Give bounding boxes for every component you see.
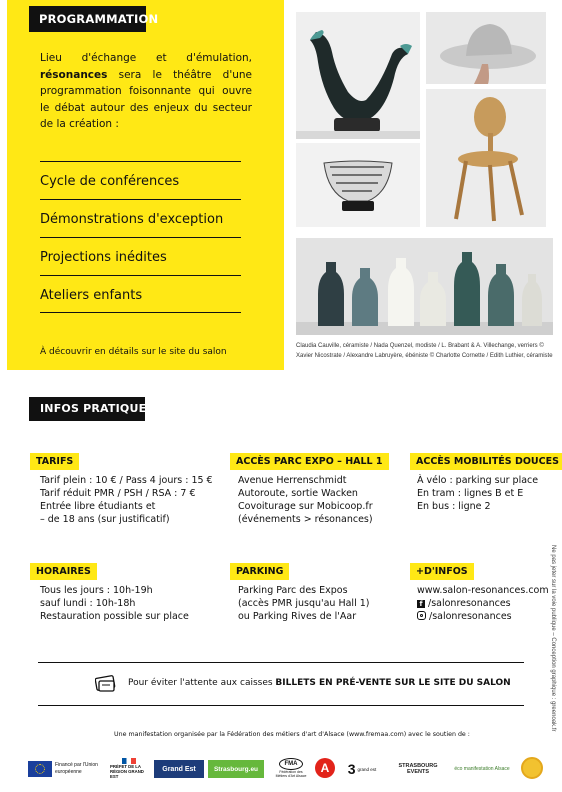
acces-line: (événements > résonances) [238,514,373,525]
programmation-list [40,161,241,313]
parking-line: ou Parking Rives de l'Aar [238,611,357,622]
mobilites-line: En bus : ligne 2 [417,501,491,512]
strasbourg-events-logo: STRASBOURG EVENTS [398,763,438,775]
tarifs-line: Entrée libre étudiants et [40,501,156,512]
horaires-line: Restauration possible sur place [40,611,189,622]
instagram-icon [417,611,426,620]
parking-heading: PARKING [230,563,289,580]
mobilites-block [417,474,538,513]
horaires-block [40,584,189,623]
tarifs-line: Tarif réduit PMR / PSH / RSA : 7 € [40,488,196,499]
programmation-item-projections: Projections inédites [40,237,241,275]
prevente-bold: BILLETS EN PRÉ-VENTE SUR LE SITE DU SALON [275,678,511,688]
facebook-link[interactable] [417,597,549,610]
discover-note: À découvrir en détails sur le site du salon [40,347,227,357]
intro-text-start: Lieu d'échange et d'émulation, [40,52,252,64]
alsace-a-icon: A [315,758,335,778]
facebook-handle: /salonresonances [428,598,511,609]
alsace-logo [314,757,336,779]
programmation-item-ateliers: Ateliers enfants [40,275,241,313]
side-credit: Ne pas jeter sur la voie publique – Conception graphique : greenoak.fr [550,545,556,732]
tarifs-line: Tarif plein : 10 € / Pass 4 jours : 15 € [40,475,213,486]
plusinfos-heading: +D'INFOS [410,563,474,580]
troisieme-label: grand est [357,766,377,772]
eu-label: Financé par l'Union européenne [55,762,98,775]
mobilites-line: En tram : lignes B et E [417,488,524,499]
instagram-handle: /salonresonances [429,611,512,622]
photo-hat [426,12,546,84]
intro-brand: résonances [40,68,108,81]
photo-wooden-chair [426,89,546,227]
parking-line: Parking Parc des Expos [238,585,348,596]
prevente-text: Pour éviter l'attente aux caisses [128,678,276,688]
instagram-link[interactable] [417,610,549,623]
eco-manifestation-logo: éco manifestation Alsace [454,766,510,772]
divider-bottom [38,705,524,706]
three-icon: 3 [347,761,356,777]
mobilites-heading: ACCÈS MOBILITÉS DOUCES [410,453,562,470]
organiser-note: Une manifestation organisée par la Fédération des métiers d'art d'Alsace (www.fremaa.com) avec le soutien de : [114,731,470,738]
horaires-line: sauf lundi : 10h-18h [40,598,136,609]
grandest-logo: Grand Est [154,760,204,778]
troisieme-logo [340,761,384,777]
infos-heading: INFOS PRATIQUES [29,397,145,421]
partner-logos [28,753,553,785]
photo-ceramic-bottles [296,238,553,335]
acces-heading: ACCÈS PARC EXPO – HALL 1 [230,453,389,470]
divider-top [38,662,524,663]
tarifs-block [40,474,213,526]
photo-credits: Claudia Cauville, céramiste / Nada Quenzel, modiste / L. Brabant & A. Villechange, verriers © Xavier Nicostrate / Alexandre Labruyère, ébéniste © Charlotte Cornette / Edith Luthier, céramiste [296,343,553,359]
horaires-heading: HORAIRES [30,563,97,580]
prefet-label: PRÉFET DE LA RÉGION GRAND EST [110,763,144,779]
mobilites-line: À vélo : parking sur place [417,475,539,486]
tarifs-heading: TARIFS [30,453,79,470]
acces-line: Covoiturage sur Mobicoop.fr [238,501,373,512]
acces-line: Autoroute, sortie Wacken [238,488,358,499]
ecolabel-badge-icon [521,757,543,779]
programmation-intro [40,50,252,133]
eu-logo [28,759,108,779]
tarifs-line: – de 18 ans (sur justificatif) [40,514,170,525]
parking-line: (accès PMR jusqu'au Hall 1) [238,598,370,609]
programmation-item-conferences: Cycle de conférences [40,161,241,199]
prevente-note [128,678,511,688]
parking-block [238,584,369,623]
facebook-icon: f [417,600,425,608]
programmation-heading: PROGRAMMATION [29,6,146,32]
photo-ceramic-sculpture [296,12,420,139]
strasbourg-logo: Strasbourg.eu [208,760,264,778]
fremaa-logo [274,753,308,783]
ecolabel-logo [520,756,544,780]
acces-block [238,474,373,526]
fremaa-mark-icon: FMA [279,758,303,770]
fremaa-label: Fédération des Métiers d'Art Alsace [275,770,307,778]
horaires-line: Tous les jours : 10h-19h [40,585,153,596]
photo-glass-bowl [296,143,420,227]
plusinfos-block [417,584,549,623]
acces-line: Avenue Herrenschmidt [238,475,347,486]
intro-text-end: sera le théâtre d'une programmation foisonnante qui ouvre le débat autour des enjeux du secteur de la création : [40,68,252,130]
eu-flag-icon [28,761,52,777]
programmation-item-demonstrations: Démonstrations d'exception [40,199,241,237]
ticket-icon [95,675,117,693]
website-link[interactable]: www.salon-resonances.com [417,585,549,596]
prefet-logo [110,753,148,783]
